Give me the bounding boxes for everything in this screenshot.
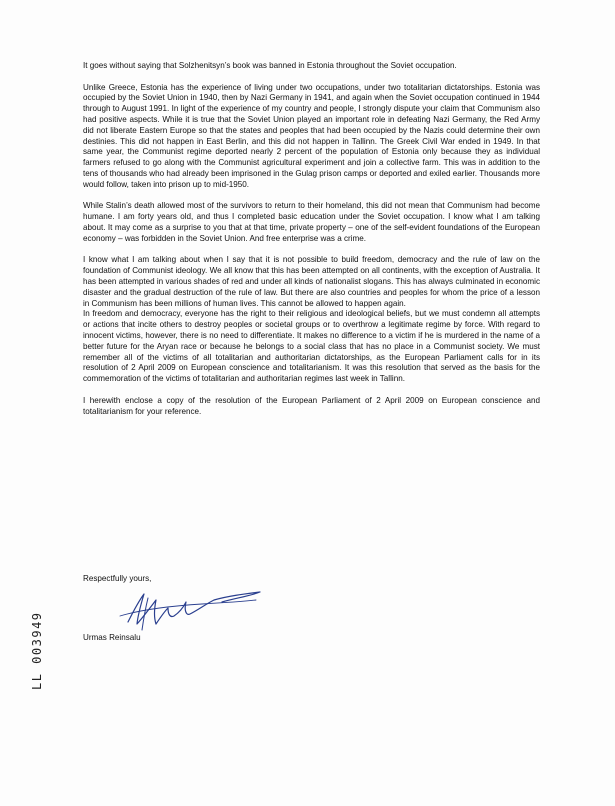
document-stamp-number: LL 003949 [30, 611, 44, 690]
paragraph-two-occupations: Unlike Greece, Estonia has the experience of living under two occupations, under two totalitarian dictatorships. Estonia was occupied by the Soviet Union in 1940, then by Nazi Germany in 1941, and again when the Soviet occupation continued in 1944 through to August 1991. In light of the experience of my country and people, I strongly dispute your claim that Communism also had positive aspects. While it is true that the Soviet Union played an important role in defeating Nazi Germany, the Red Army did not liberate Eastern Europe so that the states and peoples that had been occupied by the Nazis could determine their own destinies. This did not happen in East Berlin, and this did not happen in Tallinn. The Greek Civil War ended in 1949. In that same year, the Communist regime deported nearly 2 percent of the population of Estonia only because they as individual farmers refused to go along with the Communist agricultural experiment and join a collective farm. This was in addition to the tens of thousands who had already been imprisoned in the Gulag prison camps or deported and exiled earlier. Thousands more would follow, taken into prison up to mid-1950. [83, 82, 540, 189]
letter-body [83, 61, 540, 428]
paragraph-freedom-democracy: In freedom and democracy, everyone has the right to their religious and ideological beliefs, but we must condemn all attempts or actions that incite others to destroy peoples or societal groups or to overthrow a legitimate regime by force. With regard to innocent victims, however, there is no need to differentiate. It makes no difference to a victim if he is murdered in the name of a better future for the Aryan race or because he belongs to a social class that has no place in a Communist society. We must remember all of the victims of all totalitarian and authoritarian dictatorships, as the European Parliament calls for in its resolution of 2 April 2009 on European conscience and totalitarianism. It was this resolution that served as the basis for the commemoration of the victims of totalitarian and authoritarian regimes last week in Tallinn. [83, 309, 540, 384]
paragraph-communist-ideology: I know what I am talking about when I say that it is not possible to build freedom, democracy and the rule of law on the foundation of Communist ideology. We all know that this has been attempted on all continents, with the exception of Australia. It has been attempted in various shades of red and under all kinds of nationalist slogans. This has always culminated in economic disaster and the gradual destruction of the rule of law. But there are also countries and peoples for whom the price of a lesson in Communism has been millions of human lives. This cannot be allowed to happen again. [83, 255, 540, 308]
paragraph-stalin-death: While Stalin’s death allowed most of the survivors to return to their homeland, this did not mean that Communism had become humane. I am forty years old, and thus I completed basic education under the Soviet occupation. I know what I am talking about. It may come as a surprise to you that at that time, private property – one of the self-evident foundations of the European economy – was forbidden in the Soviet Union. And free enterprise was a crime. [83, 201, 540, 243]
paragraph-solzhenitsyn-ban: It goes without saying that Solzhenitsyn’s book was banned in Estonia throughout the Soviet occupation. [83, 61, 457, 70]
closing-salutation: Respectfully yours, [83, 574, 152, 583]
paragraph-enclosure: I herewith enclose a copy of the resolution of the European Parliament of 2 April 2009 on European conscience and totalitarianism for your reference. [83, 395, 540, 416]
handwritten-signature [110, 586, 275, 634]
signer-name: Urmas Reinsalu [83, 633, 141, 642]
